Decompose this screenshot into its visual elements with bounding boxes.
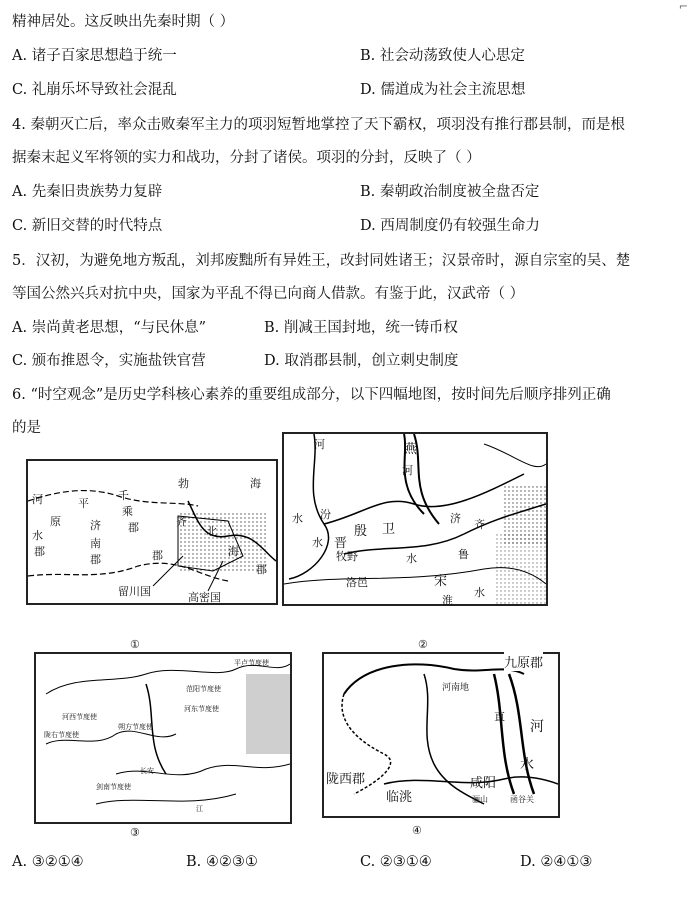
map-2-label: 河: [402, 464, 413, 477]
map-1-label: 南: [90, 537, 101, 550]
map-3-label: 范阳节度使: [186, 685, 221, 693]
map-4-label: 水: [520, 757, 534, 773]
map-1-label: 原: [50, 515, 61, 528]
map-2-label: 晋: [334, 536, 348, 551]
map-1-label: 河: [32, 493, 43, 506]
q3-option-c[interactable]: C. 礼崩乐坏导致社会混乱: [12, 82, 177, 98]
q6-option-b[interactable]: B. ④②③①: [186, 854, 258, 870]
q4-option-d[interactable]: D. 西周制度仍有较强生命力: [360, 218, 540, 234]
map-3-caption: ③: [130, 826, 140, 839]
map-1-label: 水: [32, 529, 43, 542]
map-2-label: 河: [314, 438, 325, 451]
q3-option-b[interactable]: B. 社会动荡致使人心思定: [360, 48, 525, 64]
question-5-stem-line1: 5．汉初，为避免地方叛乱，刘邦废黜所有异姓王，改封同姓诸王；汉景帝时，源自宗室的吴、楚: [12, 253, 631, 269]
question-6-stem-line2: 的是: [12, 420, 41, 436]
map-1-label: 北: [206, 525, 217, 538]
map-4-label: 直: [494, 710, 505, 723]
map-3-label: 河东节度使: [184, 705, 219, 713]
map-3-label: 河西节度使: [62, 713, 97, 721]
map-1-label: 留川国: [118, 585, 151, 598]
map-4-label: 陇西郡: [326, 768, 365, 787]
map-2-caption: ②: [418, 638, 428, 651]
map-3-label: 剑南节度使: [96, 783, 131, 791]
map-2-label: 水: [474, 586, 485, 599]
map-2-label: 殷: [354, 524, 368, 539]
question-4-stem-line1: 4. 秦朝灭亡后，率众击败秦军主力的项羽短暂地掌控了天下霸权，项羽没有推行郡县制，而是根: [12, 117, 625, 133]
map-4-label: 河南地: [442, 683, 470, 693]
map-1-label: 济: [90, 519, 101, 532]
map-1-caption: ①: [130, 638, 140, 651]
map-1-label: 齐: [176, 515, 187, 528]
q5-option-c[interactable]: C. 颁布推恩令，实施盐铁官营: [12, 353, 206, 369]
q4-option-a[interactable]: A. 先秦旧贵族势力复辟: [12, 184, 163, 200]
map-4-label: 河: [530, 719, 544, 735]
map-2-label: 淮: [442, 594, 453, 607]
map-2-label: 水: [312, 536, 323, 549]
map-1-label: 平: [78, 497, 89, 510]
map-3-label: 朔方节度使: [118, 723, 153, 731]
question-6-stem-line1: 6. “时空观念”是历史学科核心素养的重要组成部分，以下四幅地图，按时间先后顺序排列正确: [12, 387, 611, 403]
map-2-label: 济: [450, 512, 461, 525]
map-2-label: 水: [406, 552, 417, 565]
question-4-stem-line2: 据秦末起义军将领的实力和战功，分封了诸侯。项羽的分封，反映了（ ）: [12, 150, 481, 166]
map-2: [282, 432, 548, 606]
q4-option-c[interactable]: C. 新旧交替的时代特点: [12, 218, 163, 234]
map-4-label: 九原郡: [504, 652, 543, 671]
map-1-graphic: [28, 461, 276, 603]
corner-mark: ⌐: [678, 0, 688, 13]
map-3-label: 平卢节度使: [234, 659, 269, 667]
q5-option-d[interactable]: D. 取消郡县制，创立刺史制度: [264, 353, 459, 369]
map-2-label: 齐: [474, 518, 485, 531]
map-4-label: 函谷关: [510, 795, 534, 804]
map-1-label: 郡: [256, 563, 267, 576]
q6-option-d[interactable]: D. ②④①③: [520, 854, 593, 870]
map-4: [322, 652, 560, 818]
map-2-label: 鲁: [458, 548, 469, 561]
map-1-label: 郡: [128, 521, 139, 534]
map-3-label: 江: [196, 805, 203, 813]
map-3: [34, 652, 292, 824]
map-4-label: 临洮: [386, 790, 413, 805]
map-1-label: 千: [118, 489, 129, 502]
q5-option-a[interactable]: A. 崇尚黄老思想，“与民休息”: [12, 320, 207, 336]
map-2-label: 洛邑: [346, 576, 368, 589]
q6-option-c[interactable]: C. ②③①④: [360, 854, 432, 870]
question-3-stem-end: 精神居处。这反映出先秦时期（ ）: [12, 14, 235, 30]
q6-option-a[interactable]: A. ③②①④: [12, 854, 84, 870]
map-3-label: 陇右节度使: [44, 731, 79, 739]
map-1-label: 高密国: [188, 591, 221, 604]
map-4-label: 咸阳: [470, 776, 497, 791]
map-1-label: 乘: [122, 505, 133, 518]
map-1: [26, 459, 278, 605]
question-5-stem-line2: 等国公然兴兵对抗中央，国家为平乱不得已向商人借款。有鉴于此，汉武帝（ ）: [12, 286, 525, 302]
map-4-graphic: [324, 654, 558, 816]
map-1-label: 郡: [90, 553, 101, 566]
q4-option-b[interactable]: B. 秦朝政治制度被全盘否定: [360, 184, 540, 200]
map-3-label: 长安: [140, 767, 154, 775]
q3-option-d[interactable]: D. 儒道成为社会主流思想: [360, 82, 526, 98]
map-1-label: 勃: [178, 477, 189, 490]
map-1-label: 海: [250, 477, 261, 490]
map-2-label: 水: [292, 512, 303, 525]
q3-option-a[interactable]: A. 诸子百家思想趋于统一: [12, 48, 177, 64]
map-1-label: 海: [228, 545, 239, 558]
map-1-label: 郡: [152, 549, 163, 562]
map-2-label: 燕: [404, 442, 418, 457]
map-2-label: 汾: [320, 508, 331, 521]
map-2-label: 宋: [434, 574, 448, 589]
map-4-caption: ④: [412, 824, 422, 837]
map-4-label: 骊山: [472, 795, 488, 804]
map-2-label: 牧野: [336, 550, 358, 563]
q5-option-b[interactable]: B. 削减王国封地，统一铸币权: [264, 320, 458, 336]
map-1-label: 郡: [34, 545, 45, 558]
map-2-label: 卫: [382, 522, 396, 537]
